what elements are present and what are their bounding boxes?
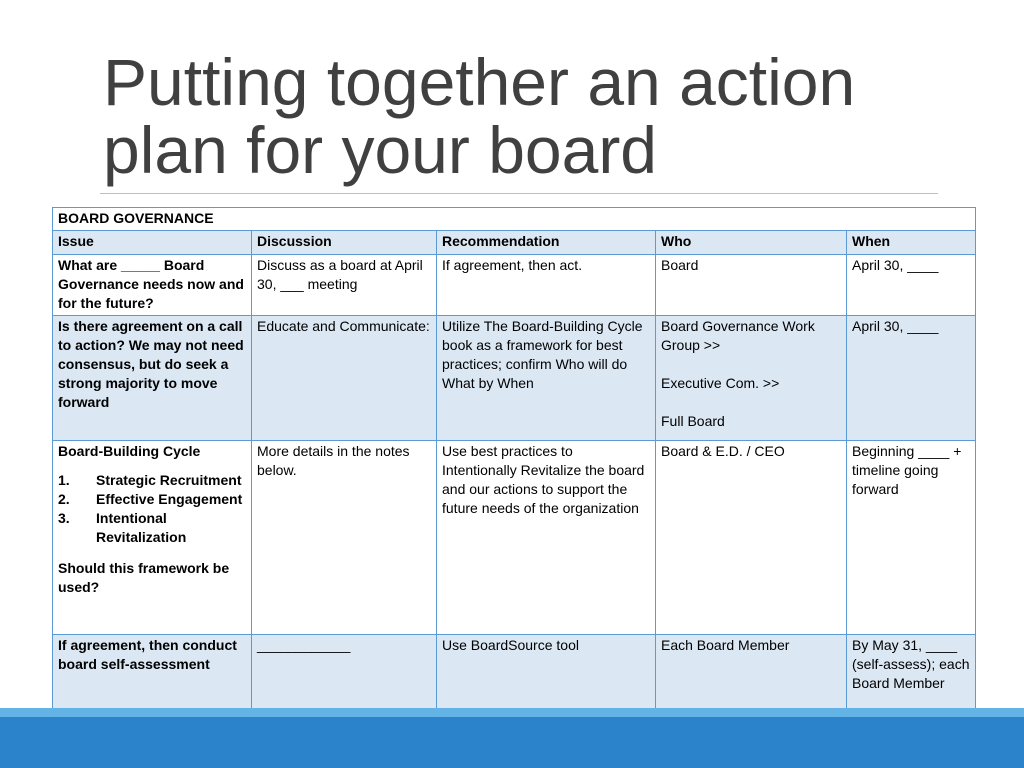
recommendation-cell: Use best practices to Intentionally Revitalize the board and our actions to support the future needs of the organization [437,441,656,635]
when-cell: Beginning ____ + timeline going forward [847,441,976,635]
list-number: 3. [58,510,70,526]
title-line-2: plan for your board [103,113,658,187]
footer-band-light [0,708,1024,717]
list-number: 2. [58,491,70,507]
who-cell: Board & E.D. / CEO [656,441,847,635]
recommendation-cell: Utilize The Board-Building Cycle book as a framework for best practices; confirm Who will do What by When [437,316,656,441]
cycle-title: Board-Building Cycle [58,443,201,459]
action-plan-table [52,207,976,711]
header-recommendation: Recommendation [437,231,656,255]
header-who: Who [656,231,847,255]
discussion-cell: Educate and Communicate: [252,316,437,441]
header-issue: Issue [53,231,252,255]
list-item [58,509,246,547]
list-text: Strategic Recruitment [96,472,242,488]
who-cell: Board [656,255,847,316]
list-item [58,490,246,509]
recommendation-cell: If agreement, then act. [437,255,656,316]
list-number: 1. [58,472,70,488]
discussion-cell: More details in the notes below. [252,441,437,635]
title-line-1: Putting together an action [103,45,856,119]
discussion-cell: ____________ [252,635,437,711]
issue-cell: What are _____ Board Governance needs now and for the future? [53,255,252,316]
cycle-list [58,471,246,547]
table-row [53,441,976,635]
issue-cell [53,441,252,635]
footer-band-dark [0,717,1024,768]
who-cell: Each Board Member [656,635,847,711]
framework-question: Should this framework be used? [58,560,230,595]
table-row [53,316,976,441]
title-divider [100,193,938,194]
header-discussion: Discussion [252,231,437,255]
recommendation-cell: Use BoardSource tool [437,635,656,711]
list-item [58,471,246,490]
header-row [53,231,976,255]
who-line: Full Board [661,413,725,429]
list-text: Intentional Revitalization [96,510,187,545]
who-line: Executive Com. >> [661,375,780,391]
who-line: Board Governance Work Group >> [661,318,815,353]
slide-title [103,45,943,187]
table-row [53,255,976,316]
discussion-cell: Discuss as a board at April 30, ___ meeting [252,255,437,316]
when-cell: April 30, ____ [847,316,976,441]
issue-cell: Is there agreement on a call to action? We may not need consensus, but do seek a strong majority to move forward [53,316,252,441]
who-cell [656,316,847,441]
section-title: BOARD GOVERNANCE [53,208,976,231]
when-cell: April 30, ____ [847,255,976,316]
when-cell: By May 31, ____ (self-assess); each Board Member [847,635,976,711]
section-row [53,208,976,231]
issue-cell: If agreement, then conduct board self-assessment [53,635,252,711]
table-row [53,635,976,711]
list-text: Effective Engagement [96,491,243,507]
header-when: When [847,231,976,255]
